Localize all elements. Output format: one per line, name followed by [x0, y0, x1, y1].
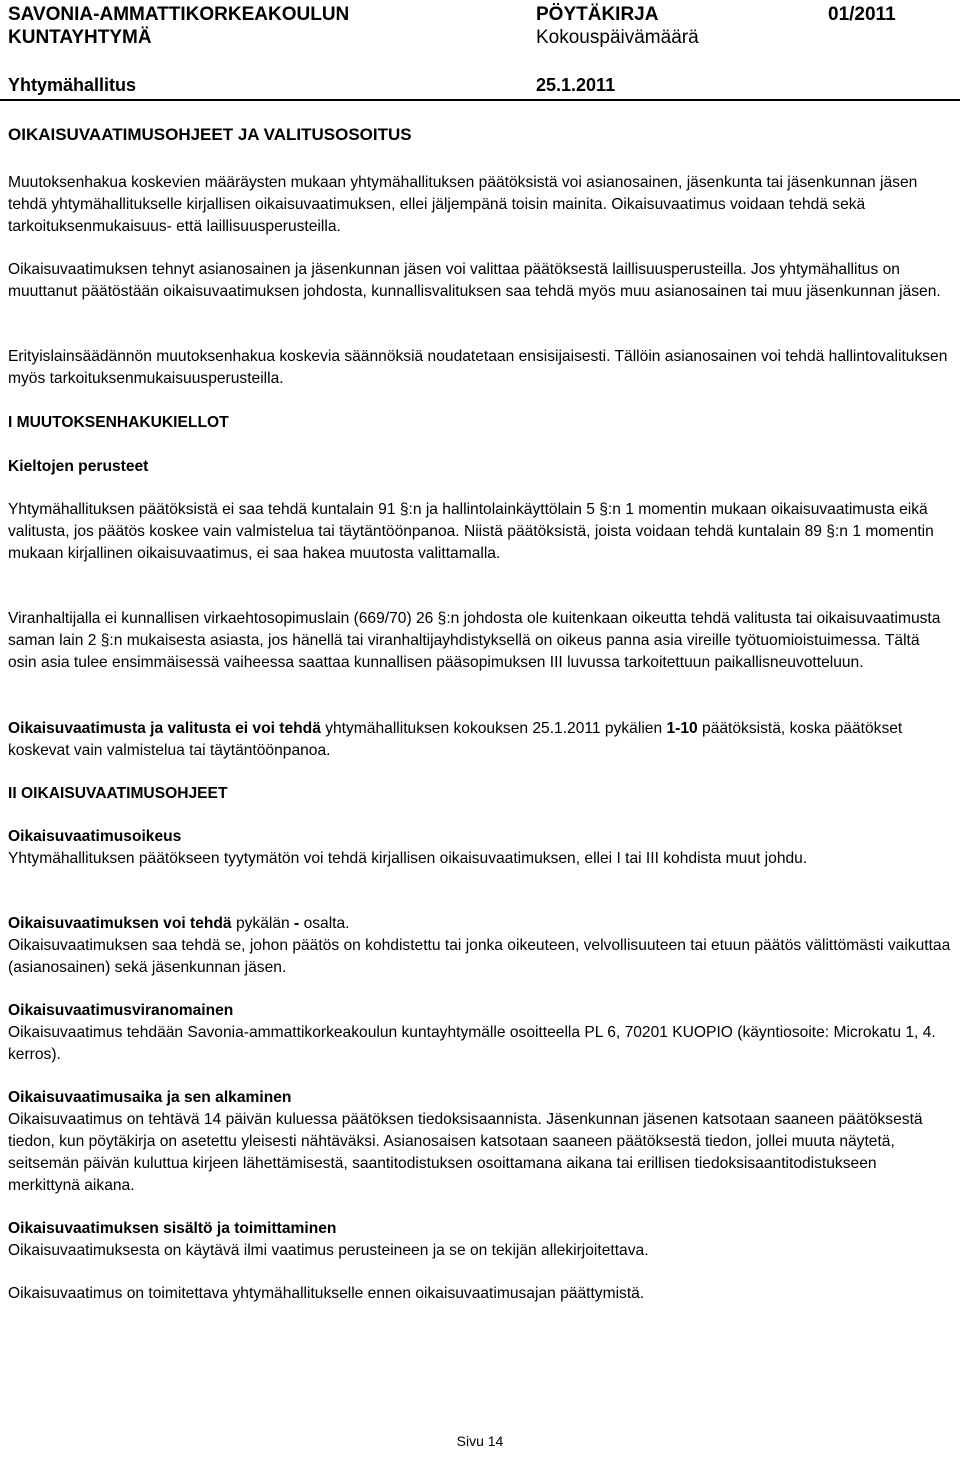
intro-paragraph-3: Erityislainsäädännön muutoksenhakua koskevia säännöksiä noudatetaan ensisijaisesti. Tällöin asianosainen voi tehdä hallintovalituksen myös tarkoituksenmukaisuusperusteilla. [8, 348, 948, 387]
page-number: Sivu 14 [456, 1433, 504, 1449]
appeal-ban-paragraph: Yhtymähallituksen päätöksistä ei saa tehdä kuntalain 91 §:n ja hallintolainkäyttölain 5 §:n 1 momentin mukaan oikaisuvaatimusta eikä valitusta, jos päätös koskee vain valmistelua tai täytäntöönpanoa. Niistä päätöksistä, joista voidaan tehdä kuntalain 89 §:n 1 momentin mukaan kirjallinen oikaisuvaatimus, ei saa hakea muutosta valittamalla. [8, 501, 934, 562]
official-appeal-paragraph: Viranhaltijalla ei kunnallisen virkaehtosopimuslain (669/70) 26 §:n johdosta ole kuitenkaan oikeutta tehdä valitusta tai oikaisuvaatimusta saman lain 2 §:n mukaisesta asiasta, jos hänellä tai viranhaltijayhdistyksellä on oikeus panna asia vireille työtuomioistuimessa. Tältä osin asia tulee ensimmäisessä vaiheessa saattaa kunnallisen pääsopimuksen III luvussa tarkoitettuun paikallisneuvotteluun. [8, 610, 941, 671]
rectification-content-heading: Oikaisuvaatimuksen sisältö ja toimittaminen [8, 1220, 337, 1237]
rectification-delivery-text: Oikaisuvaatimus on toimitettava yhtymähallitukselle ennen oikaisuvaatimusajan päättymistä. [8, 1285, 645, 1302]
organization-name-line2: KUNTAYHTYMÄ [8, 27, 152, 48]
header-rule [0, 99, 960, 101]
right-of-rectification-text: Yhtymähallituksen päätökseen tyytymätön voi tehdä kirjallisen oikaisuvaatimuksen, ellei I tai III kohdista muut johdu. [8, 850, 808, 867]
rectification-period-text: Oikaisuvaatimus on tehtävä 14 päivän kuluessa päätöksen tiedoksisaannista. Jäsenkunnan jäsenen katsotaan saaneen päätöksestä tiedon, kun pöytäkirja on asetettu yleisesti nähtäväksi. Asianosaisen katsotaan saaneen päätöksestä tiedon, jollei muuta näytetä, seitsemän päivän kuluttua kirjeen lähettämisestä, saantitodistuksen osoittamana aikana tai erillisen tiedoksisaantitodistukseen merkittynä aikana. [8, 1111, 923, 1194]
rectification-period-heading: Oikaisuvaatimusaika ja sen alkaminen [8, 1089, 292, 1106]
document-title: OIKAISUVAATIMUSOHJEET JA VALITUSOSOITUS [8, 125, 412, 144]
rectification-authority-text: Oikaisuvaatimus tehdään Savonia-ammattikorkeakoulun kuntayhtymälle osoitteella PL 6, 70201 KUOPIO (käyntiosoite: Microkatu 1, 4. kerros). [8, 1024, 936, 1063]
rectification-content-text: Oikaisuvaatimuksesta on käytävä ilmi vaatimus perusteineen ja se on tekijän allekirjoitettava. [8, 1242, 649, 1259]
document-number: 01/2011 [828, 4, 896, 25]
section-1-subheading: Kieltojen perusteet [8, 458, 149, 475]
rectification-authority-heading: Oikaisuvaatimusviranomainen [8, 1002, 234, 1019]
intro-paragraph-1: Muutoksenhakua koskevien määräysten mukaan yhtymähallituksen päätöksistä voi asianosainen, jäsenkunta tai jäsenkunnan jäsen tehdä yhtymähallitukselle kirjallisen oikaisuvaatimuksen, ellei jäljempänä toisin mainita. Oikaisuvaatimus voidaan tehdä sekä tarkoituksenmukaisuus- että laillisuusperusteilla. [8, 174, 918, 235]
no-appeal-sections-paragraph: Oikaisuvaatimusta ja valitusta ei voi tehdä yhtymähallituksen kokouksen 25.1.2011 pykälien 1-10 päätöksistä, koska päätökset koskevat vain valmistelua tai täytäntöönpanoa. [8, 720, 903, 759]
governing-body-name: Yhtymähallitus [8, 75, 137, 95]
section-2-heading: II OIKAISUVAATIMUSOHJEET [8, 785, 228, 802]
rectification-sections-heading: Oikaisuvaatimuksen voi tehdä pykälän - osalta. [8, 915, 350, 932]
right-of-rectification-heading: Oikaisuvaatimusoikeus [8, 828, 182, 845]
document-type: PÖYTÄKIRJA [536, 4, 659, 25]
meeting-date-label: Kokouspäivämäärä [536, 27, 699, 48]
meeting-date: 25.1.2011 [536, 75, 616, 95]
intro-paragraph-2: Oikaisuvaatimuksen tehnyt asianosainen ja jäsenkunnan jäsen voi valittaa päätöksestä laillisuusperusteilla. Jos yhtymähallitus on muuttanut päätöstään oikaisuvaatimuksen johdosta, kunnallisvalituksen saa tehdä myös muu asianosainen tai muu jäsenkunnan jäsen. [8, 261, 941, 300]
section-1-heading: I MUUTOKSENHAKUKIELLOT [8, 414, 229, 431]
organization-name-line1: SAVONIA-AMMATTIKORKEAKOULUN [8, 4, 350, 25]
rectification-sections-text: Oikaisuvaatimuksen saa tehdä se, johon päätös on kohdistettu tai jonka oikeuteen, velvollisuuteen tai etuun päätös välittömästi vaikuttaa (asianosainen) sekä jäsenkunnan jäsen. [8, 937, 951, 976]
